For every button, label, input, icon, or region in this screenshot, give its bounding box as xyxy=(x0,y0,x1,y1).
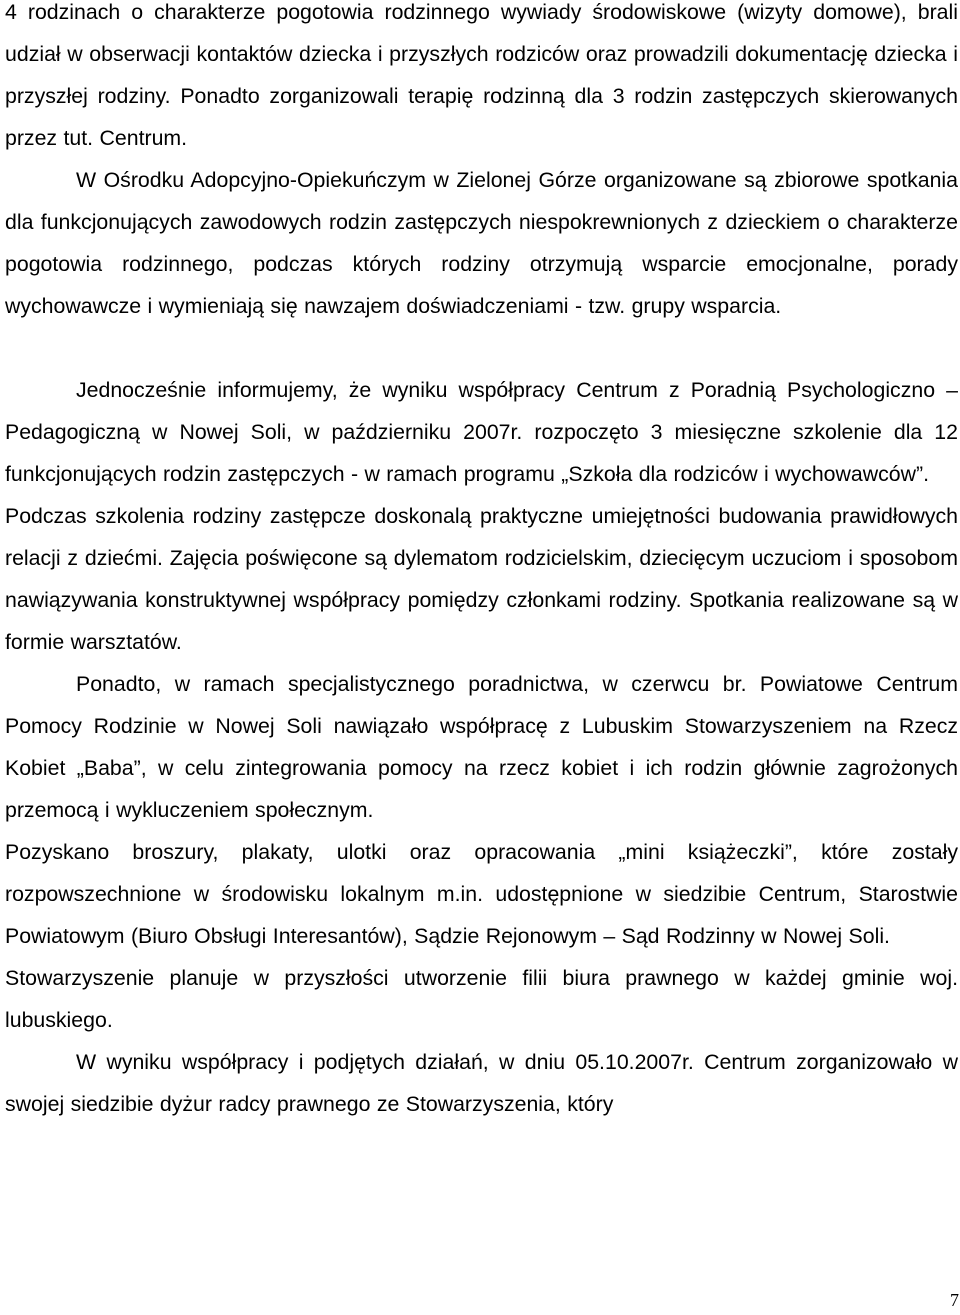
page-number: 7 xyxy=(950,1290,959,1310)
paragraph-broszury: Pozyskano broszury, plakaty, ulotki oraz opracowania „mini książeczki”, które zostały rozpowszechnione w środowisku lokalnym m.in. udostępnione w siedzibie Centrum, Starostwie Powiatowym (Biuro Obsługi Interesantów), Sądzie Rejonowym – Sąd Rodzinny w Nowej Soli. xyxy=(5,840,958,948)
body-text xyxy=(5,0,958,1125)
paragraph-stowarzyszenie: Ponadto, w ramach specjalistycznego poradnictwa, w czerwcu br. Powiatowe Centrum Pomocy Rodzinie w Nowej Soli nawiązało współpracę z Lubuskim Stowarzyszeniem na Rzecz Kobiet „Baba”, w celu zintegrowania pomocy na rzecz kobiet i ich rodzin głównie zagrożonych przemocą i wykluczeniem społecznym. xyxy=(5,672,958,822)
paragraph-poradnia: Jednocześnie informujemy, że wyniku współpracy Centrum z Poradnią Psychologiczno – Pedagogiczną w Nowej Soli, w październiku 2007r. rozpoczęto 3 miesięczne szkolenie dla 12 funkcjonujących rodzin zastępczych - w ramach programu „Szkoła dla rodziców i wychowawców”. xyxy=(5,378,958,486)
paragraph-osrodek: W Ośrodku Adopcyjno-Opiekuńczym w Zielonej Górze organizowane są zbiorowe spotkania dla funkcjonujących zawodowych rodzin zastępczych niespokrewnionych z dzieckiem o charakterze pogotowia rodzinnego, podczas których rodziny otrzymują wsparcie emocjonalne, porady wychowawcze i wymieniają się nawzajem doświadczeniami - tzw. grupy wsparcia. xyxy=(5,168,958,318)
paragraph-filie: Stowarzyszenie planuje w przyszłości utworzenie filii biura prawnego w każdej gminie woj. lubuskiego. xyxy=(5,966,958,1032)
paragraph-szkolenie: Podczas szkolenia rodziny zastępcze doskonalą praktyczne umiejętności budowania prawidłowych relacji z dziećmi. Zajęcia poświęcone są dylematom rodzicielskim, dziecięcym uczuciom i sposobom nawiązywania konstruktywnej współpracy pomiędzy członkami rodziny. Spotkania realizowane są w formie warsztatów. xyxy=(5,504,958,654)
paragraph-continuation: 4 rodzinach o charakterze pogotowia rodzinnego wywiady środowiskowe (wizyty domowe), brali udział w obserwacji kontaktów dziecka i przyszłych rodziców oraz prowadzili dokumentację dziecka i przyszłej rodziny. Ponadto zorganizowali terapię rodzinną dla 3 rodzin zastępczych skierowanych przez tut. Centrum. xyxy=(5,0,958,150)
paragraph-dyzur: W wyniku współpracy i podjętych działań, w dniu 05.10.2007r. Centrum zorganizowało w swojej siedzibie dyżur radcy prawnego ze Stowarzyszenia, który xyxy=(5,1050,958,1116)
